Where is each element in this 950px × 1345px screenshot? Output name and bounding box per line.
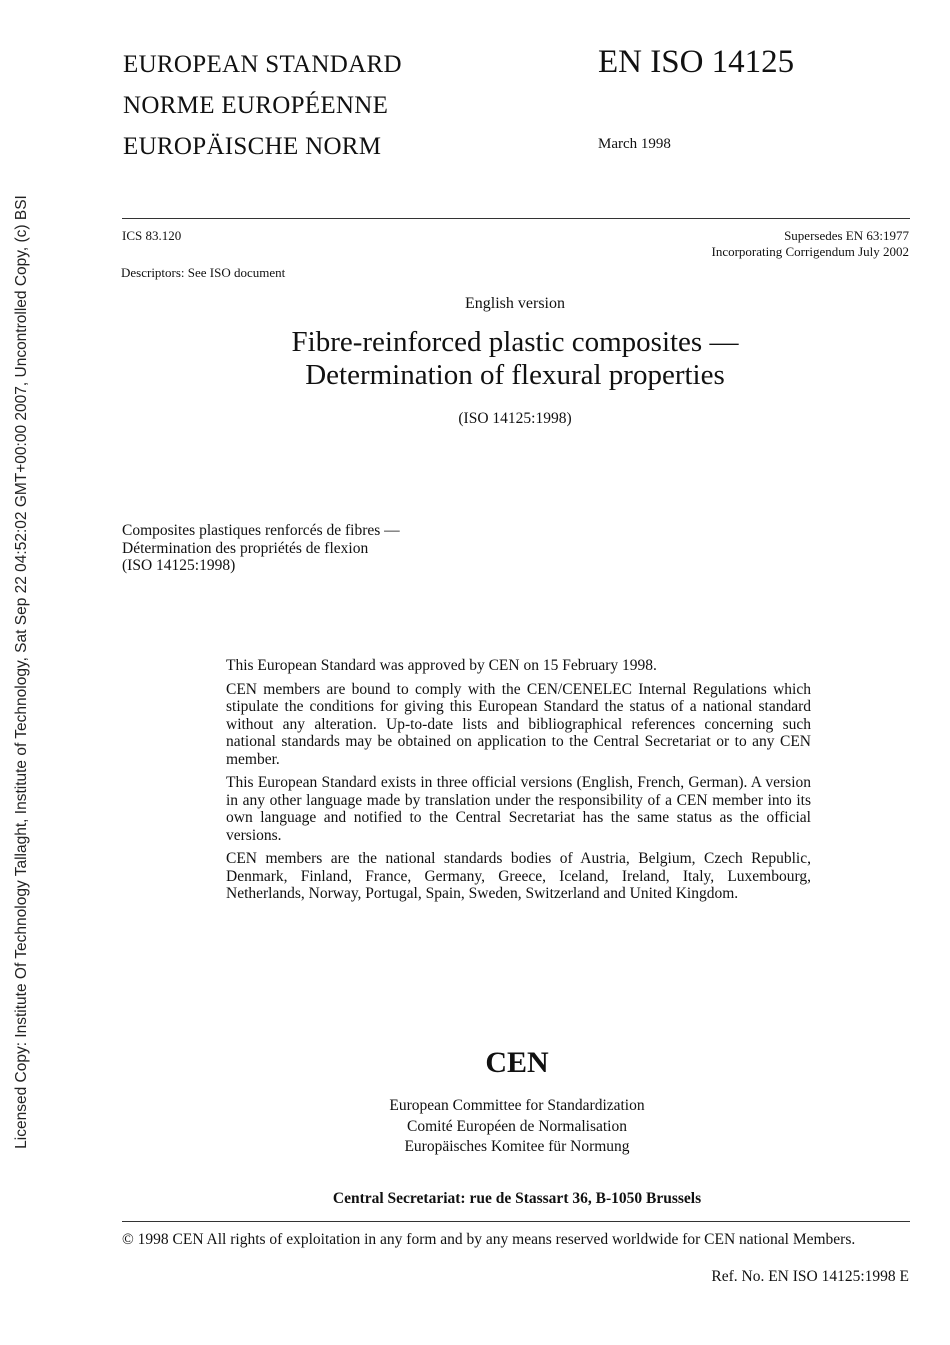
iso-reference: (ISO 14125:1998) [458, 410, 572, 427]
cen-name-de: Europäisches Komitee für Normung [404, 1138, 630, 1155]
title-line-1: Fibre-reinforced plastic composites — [291, 326, 739, 358]
french-title [122, 522, 400, 575]
paragraph-regulations: CEN members are bound to comply with the CEN/CENELEC Internal Regulations which stipulate the conditions for giving this European Standard the status of a national standard without any alteration. Up-to-date lists and bibliographical references concerning such national standards may be obtained on application to the Central Secretariat or to any CEN member. [226, 680, 811, 768]
central-secretariat: Central Secretariat: rue de Stassart 36, B-1050 Brussels [332, 1190, 702, 1207]
footer-divider [122, 1221, 910, 1222]
cen-name-en: European Committee for Standardization [389, 1097, 645, 1114]
document-title [0, 326, 950, 392]
cen-name-fr: Comité Européen de Normalisation [407, 1117, 627, 1135]
title-line-2: Determination of flexural properties [305, 359, 725, 391]
descriptors: Descriptors: See ISO document [121, 265, 286, 280]
header-divider [122, 218, 910, 219]
paragraph-members: CEN members are the national standards bodies of Austria, Belgium, Czech Republic, Denmark, Finland, France, Germany, Greece, Iceland, Ireland, Italy, Luxembourg, Netherlands, Norway, Portugal, Spain, Sweden, Switzerland and United Kingdom. [226, 850, 811, 902]
language-version: English version [465, 295, 565, 312]
ics-code: ICS 83.120 [122, 228, 182, 243]
paragraph-versions: This European Standard exists in three official versions (English, French, German). A version in any other language made by translation under the responsibility of a CEN member into its own language and notified to the Central Secretariat has the same status as the official versions. [226, 774, 811, 844]
approval-text [226, 657, 811, 909]
publication-date: March 1998 [598, 136, 671, 152]
paragraph-approval: This European Standard was approved by CEN on 15 February 1998. [226, 657, 657, 674]
standard-name-en: EUROPEAN STANDARD [123, 51, 402, 78]
reference-number: Ref. No. EN ISO 14125:1998 E [711, 1268, 909, 1285]
standard-name-de: EUROPÄISCHE NORM [123, 133, 382, 160]
standard-names [123, 44, 402, 167]
supersedes-text: Supersedes EN 63:1977 [784, 228, 909, 243]
cen-logo: CEN [485, 1046, 549, 1079]
french-title-line-3: (ISO 14125:1998) [122, 557, 236, 574]
corrigendum-text: Incorporating Corrigendum July 2002 [711, 244, 909, 259]
cen-names [0, 1096, 950, 1158]
standard-name-fr: NORME EUROPÉENNE [123, 92, 389, 119]
supersedes-block [712, 228, 910, 260]
standard-number: EN ISO 14125 [598, 44, 795, 80]
french-title-line-2: Détermination des propriétés de flexion [122, 539, 369, 557]
french-title-line-1: Composites plastiques renforcés de fibres — [122, 522, 400, 539]
copyright-notice: © 1998 CEN All rights of exploitation in any form and by any means reserved worldwide for CEN national Members. [122, 1231, 856, 1248]
license-watermark: Licensed Copy: Institute Of Technology Tallaght, Institute of Technology, Sat Sep 22 04:52:02 GMT+00:00 2007, Uncontrolled Copy, (c) BSI [13, 195, 30, 1149]
